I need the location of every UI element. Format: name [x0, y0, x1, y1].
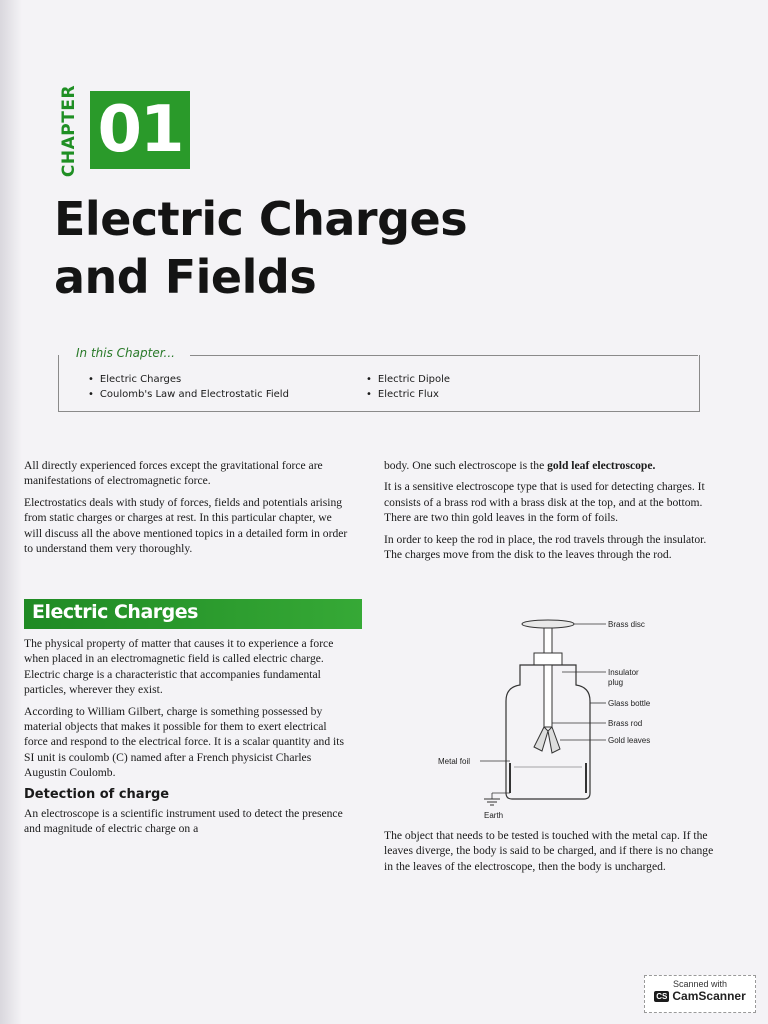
in-this-chapter-label: In this Chapter...: [72, 346, 179, 360]
detection-paragraph: An electroscope is a scientific instrument used to detect the presence and magnitude of electric charge on a: [24, 806, 343, 836]
toc-left-list: [88, 372, 289, 402]
gold-leaf-electroscope-diagram: [420, 615, 700, 825]
electroscope-test-paragraph: The object that needs to be tested is touched with the metal cap. If the leaves diverge, the body is said to be charged, and if there is no change in the leaves of the electroscope, then the body is uncharged.: [384, 829, 714, 873]
scanned-with-text: Scanned with: [672, 979, 728, 989]
detection-subheading: Detection of charge: [24, 786, 170, 802]
charge-definition-paragraph: The physical property of matter that causes it to experience a force when placed in an electromagnetic field is called electric charge.: [24, 637, 334, 666]
toc-right-list: [366, 372, 450, 402]
chapter-title: [54, 190, 574, 306]
chapter-title-line-1: Electric Charges: [54, 192, 468, 246]
label-glass-bottle: Glass bottle: [608, 699, 651, 708]
gold-leaf-right: [548, 727, 560, 753]
toc-item-electric-flux: • Electric Flux: [366, 387, 450, 402]
insulator-plug-shape: [534, 653, 562, 665]
camscanner-text: CamScanner: [672, 989, 746, 1003]
right-column: [384, 458, 714, 568]
gold-leaf-left: [534, 727, 548, 751]
label-insulator-line-2: plug: [608, 678, 624, 687]
toc-item-electric-charges: • Electric Charges: [88, 372, 289, 387]
label-brass-rod: Brass rod: [608, 719, 643, 728]
label-gold-leaves: Gold leaves: [608, 736, 651, 745]
gilbert-paragraph: According to William Gilbert, charge is something possessed by material objects that makes it possible for them to exert electrical force and respond to the electrical force. It is a scalar quantity and its SI unit is coulomb (C) named after a French physicist Charles Augustin Coulomb.: [24, 704, 344, 780]
brass-rod-shape: [544, 665, 552, 727]
chapter-label: CHAPTER: [59, 84, 79, 178]
left-column: [24, 458, 350, 562]
section-heading-bar: [24, 599, 362, 629]
camscanner-logo-icon: CS: [656, 992, 668, 1002]
intro-paragraph-2: Electrostatics deals with study of forces, fields and potentials arising from static charges or charges at rest. In this particular chapter, we will discuss all the above mentioned topics in a detailed form in order to understand them very thoroughly.: [24, 495, 348, 556]
electroscope-description-paragraph: It is a sensitive electroscope type that is used for detecting charges. It consists of a brass rod with a brass disk at the top, and at the bottom. There are two thin gold leaves in the form of foils.: [384, 480, 705, 525]
chapter-number: 01: [90, 91, 190, 169]
label-metal-foil: Metal foil: [438, 757, 471, 766]
left-column-section: [24, 636, 350, 842]
section-heading: Electric Charges: [32, 601, 198, 623]
toc-item-coulombs-law: • Coulomb's Law and Electrostatic Field: [88, 387, 289, 402]
chapter-title-line-2: and Fields: [54, 250, 317, 304]
right-column-bottom: [384, 828, 714, 880]
electroscope-rod-paragraph: In order to keep the rod in place, the rod travels through the insulator. The charges move from the disk to the leaves through the rod.: [384, 532, 707, 562]
label-brass-disc: Brass disc: [608, 620, 645, 629]
camscanner-badge: [644, 975, 756, 1013]
brass-disc-shape: [522, 620, 574, 628]
page-edge-shadow: [0, 0, 22, 1024]
in-this-chapter-box-topline: [190, 355, 698, 356]
label-earth: Earth: [484, 811, 504, 820]
toc-item-electric-dipole: • Electric Dipole: [366, 372, 450, 387]
electroscope-intro-paragraph: body. One such electroscope is the gold leaf electroscope.: [384, 459, 656, 472]
charge-characteristic-paragraph: Electric charge is a characteristic that accompanies fundamental particles, wherever they exist.: [24, 667, 321, 697]
label-insulator-line-1: Insulator: [608, 668, 639, 677]
intro-paragraph-1: All directly experienced forces except the gravitational force are manifestations of electromagnetic force.: [24, 459, 323, 488]
